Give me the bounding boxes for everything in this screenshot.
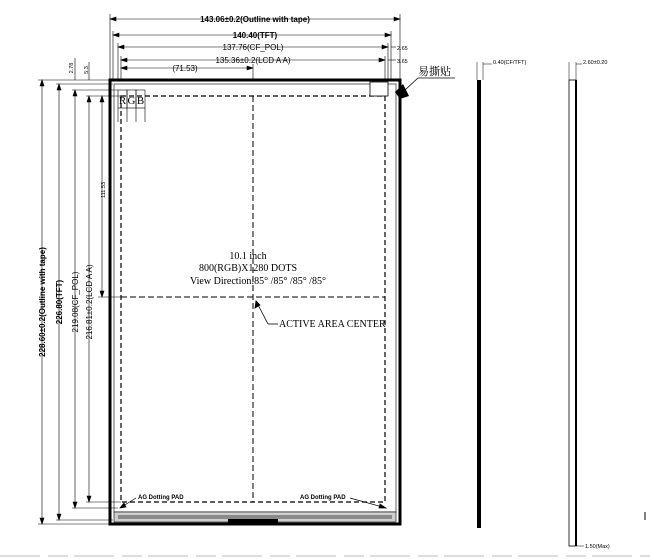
top-offset-b-label: 5.3 [84,66,90,74]
right-offset-top-label: 2.65 [397,46,408,52]
active-area-center-label: ACTIVE AREA CENTER [279,319,386,330]
ag-pad-left-label: AG Dotting PAD [138,495,184,501]
tft-height-label: 226.80(TFT) [55,279,64,325]
rgb-b-label: B [136,95,145,107]
bottom-thickness-label: 1.50(Max) [585,544,610,550]
rgb-g-label: G [127,95,136,107]
center-vertical-label: 111.53 [101,181,107,199]
lcd-aa-width-label: 135.36±0.2(LCD A A) [215,56,291,65]
lcd-aa-height-label: 216.81±0.2(LCD A A) [85,264,94,340]
rgb-r-label: R [118,95,127,107]
view-direction-label: View Direction:85° /85° /85° /85° [190,276,326,287]
easy-tear-label: 易撕贴 [418,65,451,78]
cf-pol-width-label: 137.76(CF_POL) [222,43,284,52]
panel-size-label: 10.1 inch [229,251,267,262]
cf-pol-height-label: 219.08(CF_POL) [71,271,80,333]
panel-outline [110,80,400,524]
outline-width-label: 143.06±0.2(Outline with tape) [200,15,310,24]
top-offset-a-label: 2.78 [69,62,75,74]
ag-pad-right-label: AG Dotting PAD [300,495,346,501]
bottom-fpc-strip [114,512,396,523]
active-area-center-leader [255,301,278,324]
side-view-thin [477,62,492,528]
thickness-left-label: 0.40(CF/TFT) [493,60,527,66]
panel-resolution-label: 800(RGB)X1280 DOTS [198,263,298,274]
right-offset-second-label: 3.65 [397,59,408,65]
thickness-right-label: 2.60±0.20 [583,60,608,66]
outline-height-label: 228.60±0.2(Outline with tape) [38,247,47,357]
side-view-module [569,62,584,546]
tft-width-label: 140.40(TFT) [232,31,278,40]
half-aa-width-label: (71.53) [172,64,198,73]
